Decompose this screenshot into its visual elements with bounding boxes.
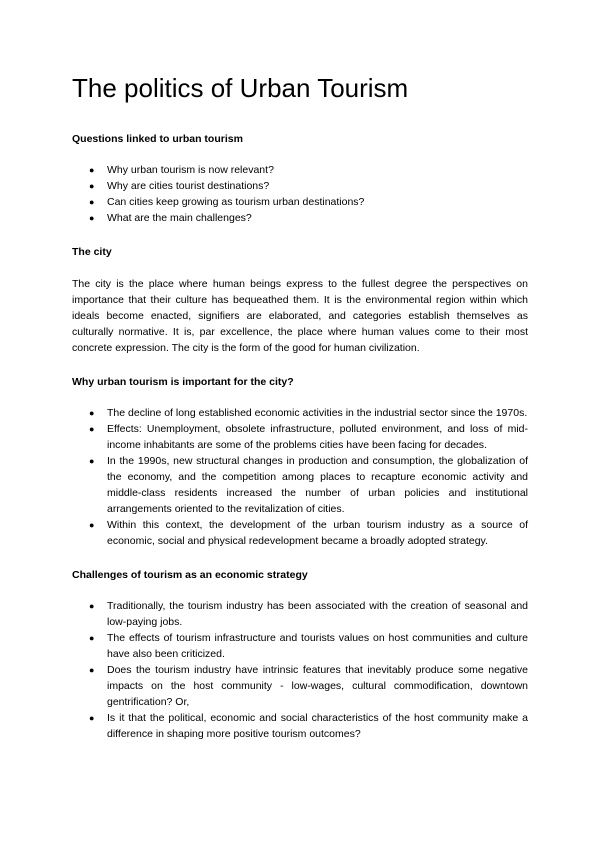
list-item-text: The decline of long established economic activities in the industrial sector since the 1970s. xyxy=(107,407,528,419)
list-item-text: In the 1990s, new structural changes in production and consumption, the globalization of the economy, and the competition among places to recapture economic activity and middle-class residents increased the number of urban policies and institutional arrangements oriented to the revitalization of cities. xyxy=(107,455,528,515)
list-item xyxy=(72,630,528,662)
bullet-icon: ● xyxy=(89,197,95,207)
why-important-list xyxy=(72,405,528,549)
list-item xyxy=(72,453,528,517)
section-heading-why-important: Why urban tourism is important for the city? xyxy=(72,376,294,388)
bullet-icon: ● xyxy=(89,456,95,466)
list-item xyxy=(72,710,528,742)
list-item xyxy=(72,598,528,630)
list-item-text: Effects: Unemployment, obsolete infrastructure, polluted environment, and loss of mid-income inhabitants are some of the problems cities have been facing for decades. xyxy=(107,423,528,451)
list-item xyxy=(72,210,528,226)
list-item xyxy=(72,405,528,421)
bullet-icon: ● xyxy=(89,408,95,418)
bullet-icon: ● xyxy=(89,665,95,675)
questions-list xyxy=(72,162,528,226)
list-item-text: Does the tourism industry have intrinsic features that inevitably produce some negative impacts on the host community - low-wages, cultural commodification, downtown gentrification? Or, xyxy=(107,664,528,708)
list-item xyxy=(72,662,528,710)
challenges-list xyxy=(72,598,528,742)
bullet-icon: ● xyxy=(89,601,95,611)
bullet-icon: ● xyxy=(89,165,95,175)
list-item-text: Can cities keep growing as tourism urban destinations? xyxy=(107,196,365,208)
list-item-text: What are the main challenges? xyxy=(107,212,252,224)
bullet-icon: ● xyxy=(89,633,95,643)
list-item xyxy=(72,194,528,210)
bullet-icon: ● xyxy=(89,213,95,223)
list-item xyxy=(72,517,528,549)
list-item-text: Within this context, the development of the urban tourism industry as a source of economic, social and physical redevelopment became a broadly adopted strategy. xyxy=(107,519,528,547)
list-item-text: Why are cities tourist destinations? xyxy=(107,180,270,192)
section-heading-challenges: Challenges of tourism as an economic strategy xyxy=(72,569,308,581)
bullet-icon: ● xyxy=(89,713,95,723)
list-item-text: Is it that the political, economic and social characteristics of the host community make a difference in shaping more positive tourism outcomes? xyxy=(107,712,528,740)
document-title: The politics of Urban Tourism xyxy=(72,73,409,103)
bullet-icon: ● xyxy=(89,181,95,191)
list-item xyxy=(72,162,528,178)
bullet-icon: ● xyxy=(89,520,95,530)
section-heading-questions: Questions linked to urban tourism xyxy=(72,133,243,145)
list-item xyxy=(72,421,528,453)
bullet-icon: ● xyxy=(89,424,95,434)
list-item xyxy=(72,178,528,194)
list-item-text: Traditionally, the tourism industry has been associated with the creation of seasonal and low-paying jobs. xyxy=(107,600,528,628)
list-item-text: The effects of tourism infrastructure and tourists values on host communities and culture have also been criticized. xyxy=(107,632,528,660)
list-item-text: Why urban tourism is now relevant? xyxy=(107,164,274,176)
city-paragraph: The city is the place where human beings express to the fullest degree the perspectives on importance that their culture has bequeathed them. It is the environmental region within which ideals become enacted, signifiers are elaborated, and categories establish themselves as culturally normative. It is, par excellence, the place where human values come to their most concrete expression. The city is the form of the good for human civilization. xyxy=(72,278,528,354)
section-heading-city: The city xyxy=(72,246,112,258)
